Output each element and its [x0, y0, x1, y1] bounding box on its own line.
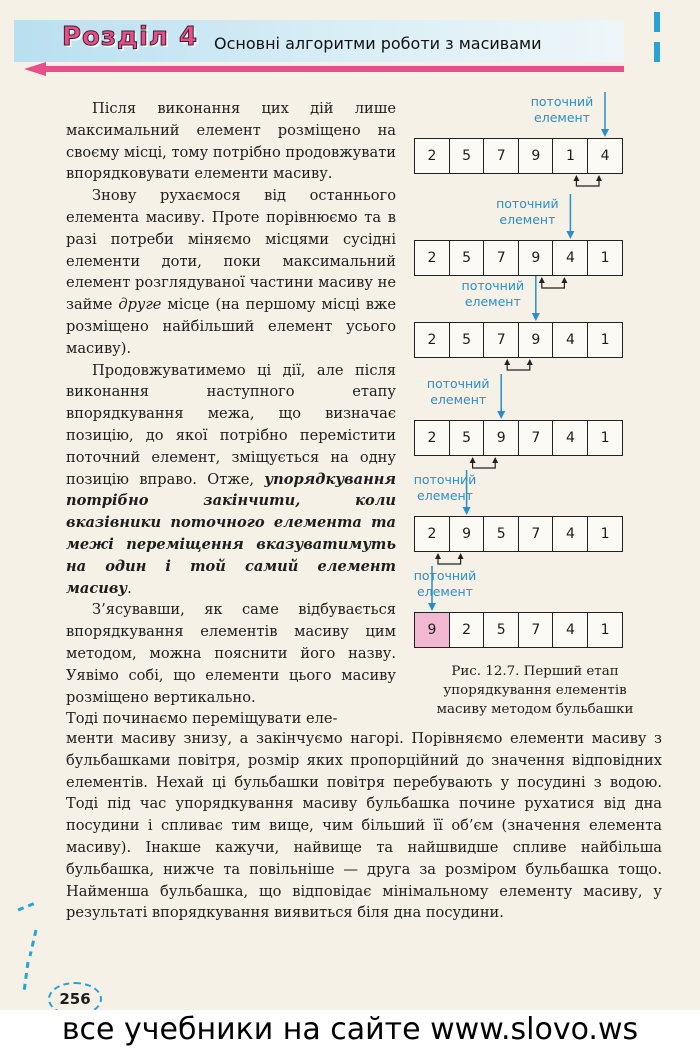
- array-cell: 7: [518, 516, 554, 552]
- pointer-arrow-head: [428, 603, 436, 611]
- array-cell: 7: [483, 240, 519, 276]
- array-cell: 7: [518, 612, 554, 648]
- paragraph-4-tail: Тоді починаємо переміщувати еле-: [66, 710, 338, 728]
- current-element-label: поточний елемент: [530, 94, 594, 125]
- swap-bracket: [473, 458, 496, 468]
- array-cell: 1: [587, 612, 623, 648]
- current-element-label: поточний елемент: [426, 376, 490, 407]
- array-cell: 2: [414, 516, 450, 552]
- body-text-wide: [66, 728, 662, 924]
- array-cell: 2: [414, 322, 450, 358]
- swap-bracket: [438, 554, 461, 564]
- array-cell: 9: [483, 420, 519, 456]
- body-text-column: [66, 98, 396, 730]
- margin-decoration: [14, 900, 44, 1010]
- array-cell: 7: [483, 322, 519, 358]
- header-arrow-decoration: [24, 62, 624, 76]
- pointer-arrow-head: [566, 231, 574, 239]
- swap-bracket: [542, 278, 565, 288]
- array-cell: 2: [414, 240, 450, 276]
- array-row: [414, 240, 632, 276]
- array-cell: 4: [587, 138, 623, 174]
- caption-line-2: упорядкування елементів: [443, 683, 627, 698]
- swap-arrow-head: [573, 175, 579, 181]
- array-cell: 5: [449, 322, 485, 358]
- current-element-label: поточний елемент: [413, 568, 477, 599]
- array-row: [414, 420, 632, 456]
- pointer-arrow-head: [497, 411, 505, 419]
- pointer-arrow-head: [601, 129, 609, 137]
- chapter-header: [14, 8, 624, 74]
- array-cell: 4: [552, 322, 588, 358]
- array-cell: 9: [518, 322, 554, 358]
- array-cell: 4: [552, 612, 588, 648]
- array-row: [414, 612, 632, 648]
- array-cell: 7: [518, 420, 554, 456]
- paragraph-1: Після виконання цих дій лише максимальний елемент розміщено на своєму місці, тому потрібно продовжувати впорядковувати елементи масиву.: [66, 100, 396, 183]
- current-element-label: поточний елемент: [413, 472, 477, 503]
- swap-arrow-head: [458, 553, 464, 559]
- array-cell: 4: [552, 516, 588, 552]
- array-cell: 5: [449, 240, 485, 276]
- array-row: [414, 322, 632, 358]
- swap-arrow-head: [539, 277, 545, 283]
- swap-arrow-head: [435, 553, 441, 559]
- edge-marks: [654, 12, 662, 68]
- swap-arrow-head: [492, 457, 498, 463]
- array-cell: 9: [449, 516, 485, 552]
- array-cell: 5: [449, 420, 485, 456]
- array-cell: 1: [587, 240, 623, 276]
- array-cell: 2: [414, 420, 450, 456]
- figure-caption: [400, 662, 670, 719]
- array-cell: 2: [414, 138, 450, 174]
- array-cell: 2: [449, 612, 485, 648]
- array-row: [414, 516, 632, 552]
- site-banner: все учебники на сайте www.slovo.ws: [0, 1010, 700, 1049]
- caption-line-3: масиву методом бульбашки: [436, 702, 634, 717]
- emphasis-second: друге: [118, 296, 162, 314]
- swap-arrow-head: [561, 277, 567, 283]
- pointer-arrow-head: [463, 507, 471, 515]
- array-cell: 1: [552, 138, 588, 174]
- array-cell: 7: [483, 138, 519, 174]
- current-element-label: поточний елемент: [496, 196, 559, 227]
- paragraph-5: менти масиву знизу, а закінчуємо нагорі. Порівняємо елементи масиву з бульбашками повітря, розмір яких пропорційний до значення відповідних елементів. Нехай ці бульбашки повітря перебувають у посудині з водою. Тоді під час упорядкування масиву бульбашка почине рухатися від дна посудини і спливає тим вище, чим більший її об’єм (значення елемента масиву). Інакше кажучи, найвище та найшвидше спливе найбільша бульбашка, нижче та повільніше — друга за розміром бульбашка тощо. Найменша бульбашка, що відповідає мінімальному елементу масиву, у результаті впорядкування виявиться біля дна посудини.: [66, 730, 662, 922]
- chapter-title: Основні алгоритми роботи з масивами: [214, 34, 542, 53]
- swap-arrow-head: [504, 359, 510, 365]
- swap-arrow-head: [527, 359, 533, 365]
- array-cell: 9: [518, 240, 554, 276]
- pointer-arrow-head: [532, 313, 540, 321]
- array-cell: 5: [483, 612, 519, 648]
- bubble-sort-figure: [400, 92, 670, 652]
- array-cell: 1: [587, 516, 623, 552]
- array-row: [414, 138, 632, 174]
- array-cell: 5: [449, 138, 485, 174]
- swap-arrow-head: [470, 457, 476, 463]
- chapter-badge: Розділ 4: [62, 22, 199, 52]
- page-number: 256: [48, 982, 102, 1016]
- swap-bracket: [576, 176, 599, 186]
- array-cell: 1: [587, 420, 623, 456]
- array-cell: 4: [552, 420, 588, 456]
- paragraph-4: З’ясувавши, як саме відбувається впорядкування елементів масиву цим методом, можна пояснити його назву. Уявімо собі, що елементи цього масиву розміщено вертикально.: [66, 601, 396, 706]
- paragraph-3: Продовжуватимемо ці дії, але після виконання наступного етапу впорядкування межа, що визначає позицію, до якої потрібно перемістити поточний елемент, зміщується на одну позицію вправо. Отже, упорядкування потрібно закінчити, коли вказівники поточного елемента та межі переміщення вказуватимуть на один і той самий елемент масиву.: [66, 361, 396, 597]
- array-cell: 4: [552, 240, 588, 276]
- caption-line-1: Рис. 12.7. Перший етап: [451, 664, 619, 679]
- paragraph-2: Знову рухаємося від останнього елемента масиву. Проте порівнюємо та в разі потреби міняємо місцями сусідні елементи доти, поки максимальний елемент розглядуваної частини масиву не займе друге місце (на першому місці вже розміщено найбільший елемент усього масиву).: [66, 187, 396, 357]
- swap-arrow-head: [596, 175, 602, 181]
- array-cell: 9: [414, 612, 450, 648]
- array-cell: 9: [518, 138, 554, 174]
- swap-bracket: [507, 360, 530, 370]
- array-cell: 1: [587, 322, 623, 358]
- current-element-label: поточний елемент: [461, 278, 525, 309]
- rule-emphasis: упорядкування потрібно закінчити, коли вказівники поточного елемента та межі переміщення вказуватимуть на один і той самий елемент масиву: [66, 470, 396, 597]
- array-cell: 5: [483, 516, 519, 552]
